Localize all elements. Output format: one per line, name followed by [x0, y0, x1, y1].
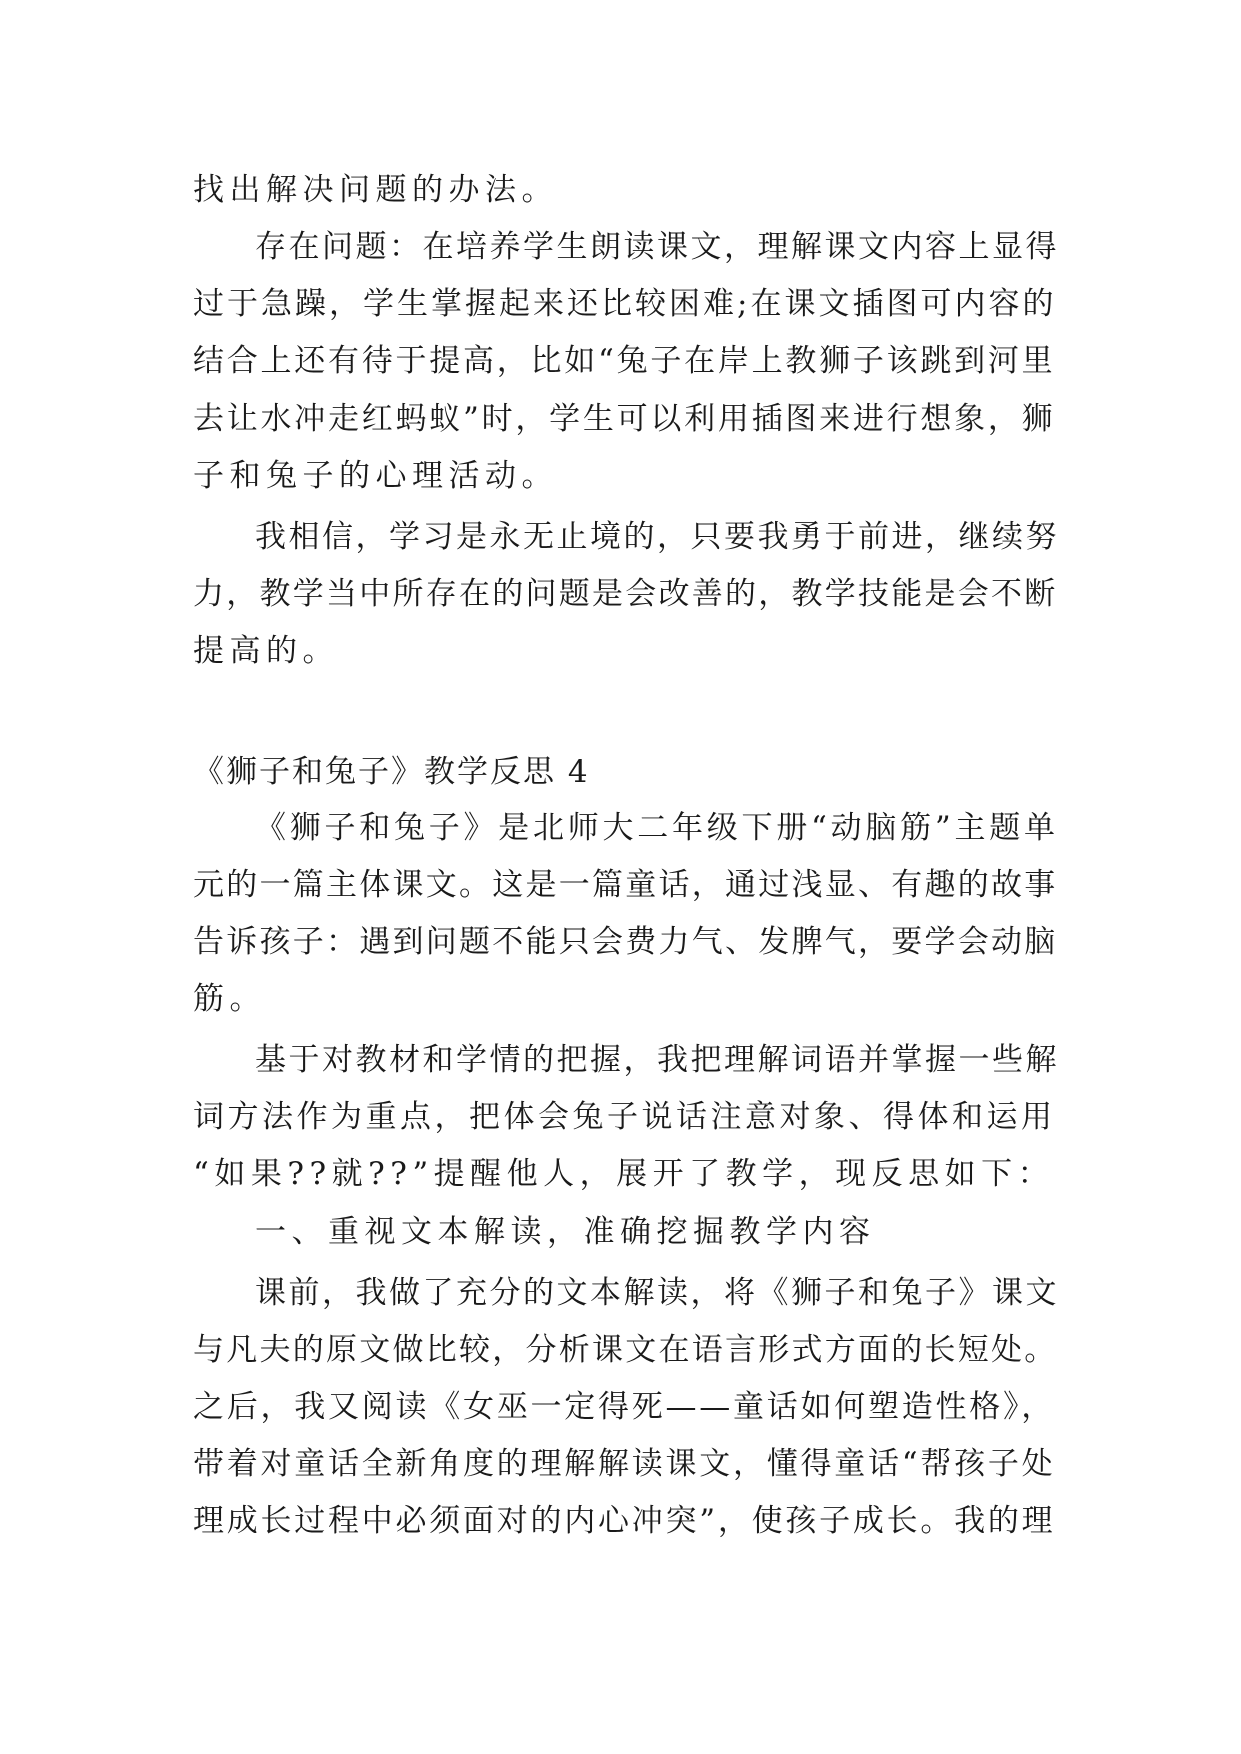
paragraph-line: 找出解决问题的办法。 [193, 172, 558, 208]
section-heading: 《狮子和兔子》教学反思 4 [193, 754, 590, 790]
paragraph-line: 基于对教材和学情的把握，我把理解词语并掌握一些解 [255, 1042, 1059, 1078]
paragraph-line: 我相信，学习是永无止境的，只要我勇于前进，继续努 [255, 519, 1059, 555]
paragraph-line: 带着对童话全新角度的理解解读课文，懂得童话“帮孩子处 [193, 1446, 1056, 1482]
paragraph-line: 筋。 [193, 981, 266, 1017]
subheading: 一、重视文本解读，准确挖掘教学内容 [255, 1214, 876, 1250]
paragraph-line: 告诉孩子：遇到问题不能只会费力气、发脾气，要学会动脑 [193, 924, 1058, 960]
paragraph-line: 之后，我又阅读《女巫一定得死——童话如何塑造性格》， [193, 1389, 1055, 1425]
paragraph-line: 《狮子和兔子》是北师大二年级下册“动脑筋”主题单 [255, 810, 1059, 846]
paragraph-line: 理成长过程中必须面对的内心冲突”，使孩子成长。我的理 [193, 1503, 1056, 1539]
paragraph-line: 课前，我做了充分的文本解读，将《狮子和兔子》课文 [255, 1275, 1059, 1311]
paragraph-line: 过于急躁，学生掌握起来还比较困难;在课文插图可内容的 [193, 286, 1057, 322]
paragraph-line: 结合上还有待于提高，比如“兔子在岸上教狮子该跳到河里 [193, 343, 1056, 379]
paragraph-line: 与凡夫的原文做比较，分析课文在语言形式方面的长短处。 [193, 1332, 1058, 1368]
paragraph-line: 力，教学当中所存在的问题是会改善的，教学技能是会不断 [193, 576, 1058, 612]
paragraph-line: “如果??就??”提醒他人，展开了教学，现反思如下： [193, 1156, 1055, 1192]
paragraph-line: 词方法作为重点，把体会兔子说话注意对象、得体和运用 [193, 1099, 1056, 1135]
paragraph-line: 元的一篇主体课文。这是一篇童话，通过浅显、有趣的故事 [193, 867, 1058, 903]
paragraph-line: 提高的。 [193, 633, 339, 669]
paragraph-line: 去让水冲走红蚂蚁”时，学生可以利用插图来进行想象，狮 [193, 401, 1056, 437]
paragraph-line: 子和兔子的心理活动。 [193, 458, 558, 494]
paragraph-line: 存在问题：在培养学生朗读课文，理解课文内容上显得 [255, 229, 1059, 265]
